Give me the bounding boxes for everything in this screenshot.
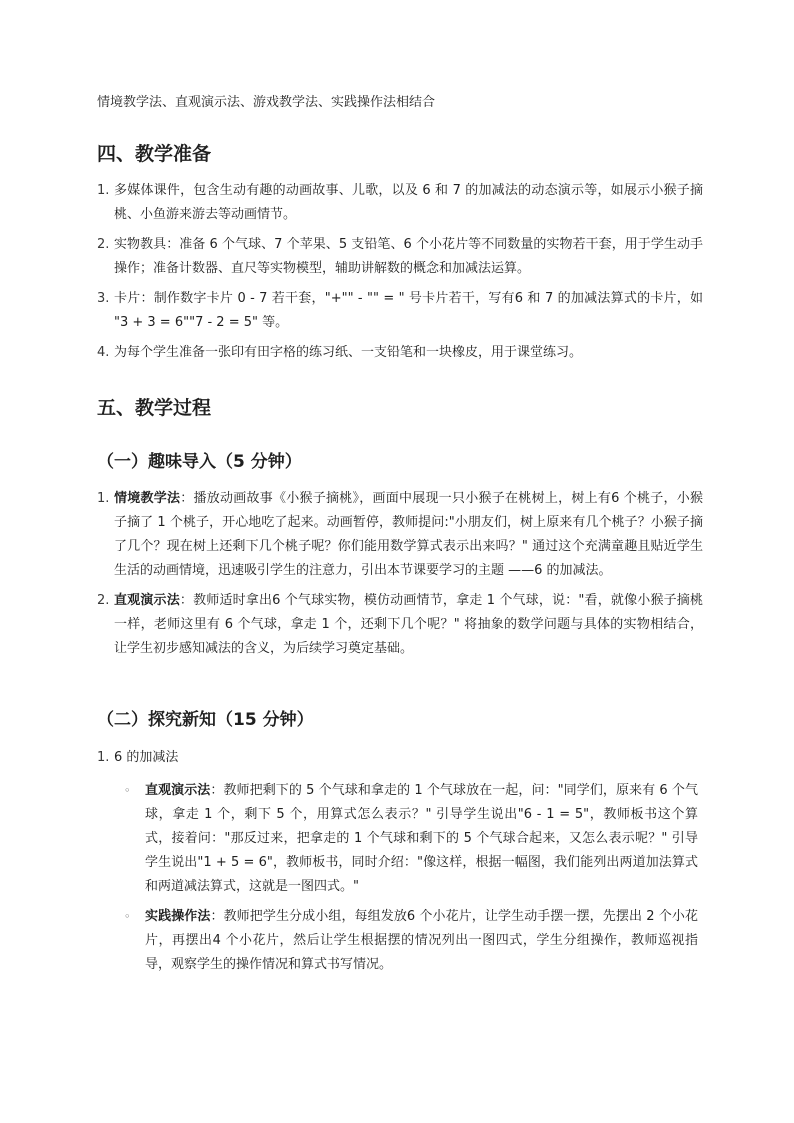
list-number: 1.: [97, 183, 110, 198]
list-item-text: 多媒体课件，包含生动有趣的动画故事、儿歌，以及 6 和 7 的加减法的动态演示等，如展示小猴子摘桃、小鱼游来游去等动画情节。: [114, 183, 703, 222]
list-item-text: 为每个学生准备一张印有田字格的练习纸、一支铅笔和一块橡皮，用于课堂练习。: [114, 345, 583, 360]
method-description: ：教师把学生分成小组，每组发放6 个小花片，让学生动手摆一摆，先摆出 2 个小花片，再摆出4 个小花片，然后让学生根据摆的情况列出一图四式，学生分组操作，教师巡视指导，观察学生的操作情况和算式书写情况。: [145, 909, 698, 972]
teaching-methods-line: 情境教学法、直观演示法、游戏教学法、实践操作法相结合: [97, 95, 436, 110]
list-number: 1.: [97, 491, 110, 506]
method-description: ：教师适时拿出6 个气球实物，模仿动画情节，拿走 1 个气球，说："看，就像小猴子摘桃一样，老师这里有 6 个气球，拿走 1 个，还剩下几个呢？" 将抽象的数学问题与具体的实物相结合，让学生初步感知减法的含义，为后续学习奠定基础。: [114, 593, 703, 656]
list-item-text: [114, 487, 703, 583]
hollow-bullet-icon: ◦: [124, 784, 131, 797]
subsection-heading-explore: （二）探究新知（15 分钟）: [97, 710, 314, 730]
list-item: [97, 341, 703, 365]
list-item: [97, 589, 703, 661]
list-item: [97, 179, 703, 227]
list-item: [97, 487, 703, 583]
list-item-text: [114, 589, 703, 661]
sub-list-item: [124, 779, 698, 899]
list-item-text: 卡片：制作数字卡片 0 - 7 若干套，"+"" - "" = " 号卡片若干，写有6 和 7 的加减法算式的卡片，如 "3 + 3 = 6""7 - 2 = 5" 等。: [114, 291, 703, 330]
list-number: 4.: [97, 345, 110, 360]
method-label: 情境教学法: [114, 491, 181, 506]
list-number: 1.: [97, 750, 110, 765]
explore-list: [97, 746, 703, 770]
method-description: ：教师把剩下的 5 个气球和拿走的 1 个气球放在一起，问："同学们，原来有 6 个气球，拿走 1 个，剩下 5 个，用算式怎么表示？" 引导学生说出"6 - 1 = 5"，教师板书这个算式，接着问："那反过来，把拿走的 1 个气球和剩下的 5 个气球合起来，又怎么表示呢？" 引导学生说出"1 + 5 = 6"，教师板书，同时介绍："像这样，根据一幅图，我们能列出两道加法算式和两道减法算式，这就是一图四式。": [145, 783, 698, 894]
method-label: 直观演示法: [114, 593, 180, 608]
explore-sub-list: [124, 779, 698, 977]
list-item: [97, 746, 703, 770]
preparation-list: [97, 179, 703, 365]
list-item: [97, 287, 703, 335]
section-heading-preparation: 四、教学准备: [97, 143, 212, 165]
list-number: 2.: [97, 593, 110, 608]
list-number: 3.: [97, 291, 110, 306]
list-number: 2.: [97, 237, 110, 252]
list-item-text: 实物教具：准备 6 个气球、7 个苹果、5 支铅笔、6 个小花片等不同数量的实物若干套，用于学生动手操作；准备计数器、直尺等实物模型，辅助讲解数的概念和加减法运算。: [114, 237, 703, 276]
sub-list-item: [124, 905, 698, 977]
list-item: [97, 233, 703, 281]
hollow-bullet-icon: ◦: [124, 910, 131, 923]
list-item-text: 6 的加减法: [114, 750, 179, 765]
intro-steps-list: [97, 487, 703, 661]
section-heading-process: 五、教学过程: [97, 397, 212, 419]
method-label: 实践操作法: [145, 909, 211, 924]
method-label: 直观演示法: [145, 783, 211, 798]
method-description: ：播放动画故事《小猴子摘桃》，画面中展现一只小猴子在桃树上，树上有6 个桃子，小猴子摘了 1 个桃子，开心地吃了起来。动画暂停，教师提问:"小朋友们，树上原来有几个桃子？小猴子摘了几个？现在树上还剩下几个桃子呢？你们能用数学算式表示出来吗？" 通过这个充满童趣且贴近学生生活的动画情境，迅速吸引学生的注意力，引出本节课要学习的主题 ——6 的加减法。: [114, 491, 703, 578]
subsection-heading-intro: （一）趣味导入（5 分钟）: [97, 452, 302, 472]
